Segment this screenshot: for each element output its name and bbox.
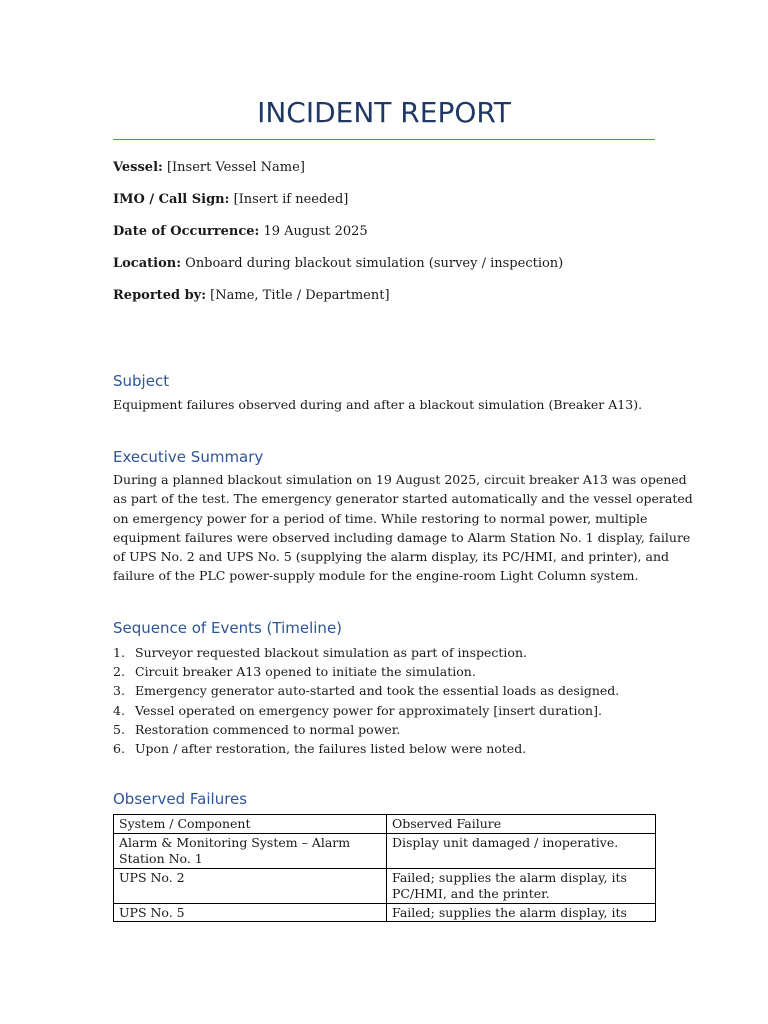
observed-failures-heading: Observed Failures: [113, 790, 248, 808]
meta-value: [Insert Vessel Name]: [166, 160, 305, 175]
table-cell: UPS No. 5: [114, 903, 387, 922]
meta-label: Reported by:: [113, 288, 207, 303]
list-number: 1.: [113, 645, 125, 660]
summary-line: equipment failures were observed including damage to Alarm Station No. 1 display, failure: [113, 529, 691, 545]
executive-summary-text: [113, 470, 693, 586]
list-item: [113, 701, 619, 720]
table-cell: UPS No. 2: [114, 868, 387, 903]
meta-imo: [113, 192, 673, 208]
subject-text: [113, 395, 658, 414]
table-row: [114, 903, 656, 922]
list-text: Circuit breaker A13 opened to initiate the simulation.: [135, 664, 476, 680]
subject-line: Equipment failures observed during and after a blackout simulation (Breaker A13).: [113, 397, 643, 412]
table-cell: Failed; supplies the alarm display, its: [387, 903, 656, 922]
list-item: [113, 739, 619, 758]
table-cell: Failed; supplies the alarm display, its PC/HMI, and the printer.: [387, 868, 656, 903]
executive-summary-heading: Executive Summary: [113, 448, 264, 466]
list-number: 5.: [113, 721, 125, 737]
list-item: [113, 720, 619, 739]
meta-location: [113, 256, 673, 272]
meta-vessel: [113, 160, 673, 176]
list-number: 3.: [113, 683, 125, 699]
summary-line: During a planned blackout simulation on 19 August 2025, circuit breaker A13 was opened: [113, 472, 687, 487]
list-number: 2.: [113, 664, 125, 680]
meta-label: Location:: [113, 256, 182, 271]
list-number: 6.: [113, 741, 125, 757]
meta-value: 19 August 2025: [263, 224, 368, 239]
meta-value: Onboard during blackout simulation (survey / inspection): [185, 256, 564, 271]
observed-failures-table: [113, 814, 656, 922]
summary-line: of UPS No. 2 and UPS No. 5 (supplying the alarm display, its PC/HMI, and printer), and: [113, 549, 669, 565]
meta-value: [Name, Title / Department]: [210, 288, 390, 303]
list-item: [113, 662, 619, 681]
meta-value: [Insert if needed]: [233, 192, 349, 207]
column-header: System / Component: [114, 815, 387, 834]
meta-label: Vessel:: [113, 160, 163, 175]
meta-reported-by: [113, 288, 673, 304]
list-text: Surveyor requested blackout simulation as part of inspection.: [135, 645, 527, 660]
list-text: Emergency generator auto-started and took the essential loads as designed.: [135, 683, 620, 699]
meta-label: IMO / Call Sign:: [113, 192, 230, 207]
document-title: INCIDENT REPORT: [257, 96, 511, 129]
list-text: Upon / after restoration, the failures listed below were noted.: [135, 741, 527, 757]
column-header: Observed Failure: [387, 815, 656, 834]
meta-label: Date of Occurrence:: [113, 224, 260, 239]
meta-date: [113, 224, 673, 240]
list-text: Vessel operated on emergency power for approximately [insert duration].: [135, 702, 602, 718]
summary-line: on emergency power for a period of time. While restoring to normal power, multiple: [113, 510, 648, 526]
list-item: [113, 681, 619, 700]
table-cell: Alarm & Monitoring System – Alarm Station No. 1: [114, 833, 387, 868]
summary-line: as part of the test. The emergency generator started automatically and the vessel operated: [113, 491, 693, 507]
list-text: Restoration commenced to normal power.: [135, 721, 401, 737]
timeline-heading: Sequence of Events (Timeline): [113, 619, 343, 637]
table-header-row: [114, 815, 656, 834]
subject-heading: Subject: [113, 372, 170, 390]
list-item: [113, 643, 619, 662]
table-cell: Display unit damaged / inoperative.: [387, 833, 656, 868]
title-underline: [113, 139, 655, 140]
summary-line: failure of the PLC power-supply module for the engine-room Light Column system.: [113, 568, 639, 584]
timeline-list: [113, 643, 619, 758]
table-row: [114, 868, 656, 903]
table-row: [114, 833, 656, 868]
list-number: 4.: [113, 702, 125, 718]
